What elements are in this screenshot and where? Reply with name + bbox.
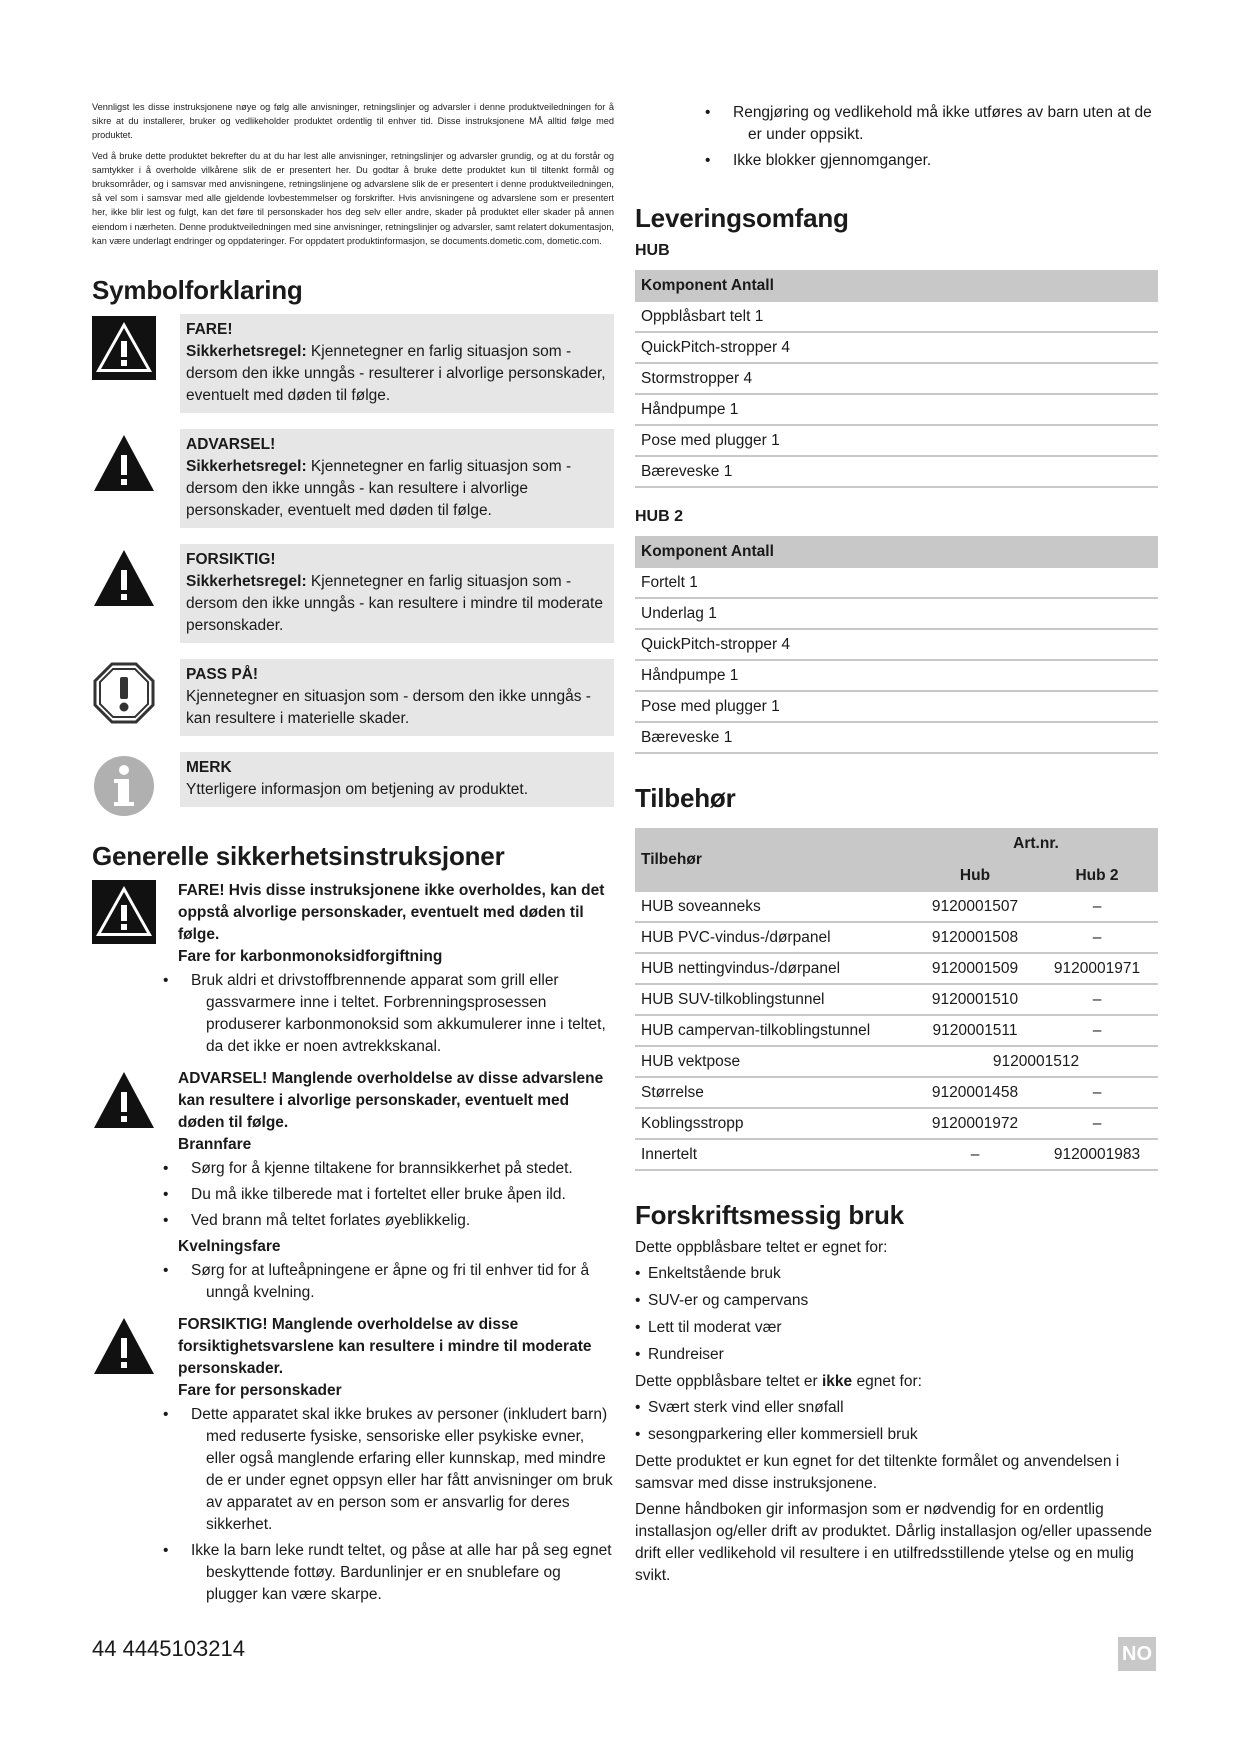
list-item: • Bruk aldri et drivstoffbrennende apparat som grill eller gassvarmere inne i teltet. Forbrenningsprosessen produserer karbonmonoksid som akkumulerer inne i teltet, da det ikke er noen avtrekkskanal.	[178, 970, 614, 1058]
table-row	[635, 1139, 1158, 1170]
table-cell: –	[1036, 922, 1158, 953]
table-cell: Håndpumpe 1	[635, 394, 1158, 425]
table-cell: HUB vektpose	[635, 1046, 914, 1077]
general-forsiktig-list	[178, 1404, 614, 1606]
symbol-passpa-text: Kjennetegner en situasjon som - dersom den ikke unngås - kan resultere i materielle skader.	[186, 688, 591, 728]
caution-triangle-icon	[92, 546, 156, 610]
list-item: • Dette apparatet skal ikke brukes av personer (inkludert barn) med reduserte fysiske, sensoriske eller psykiske evner, eller også manglende erfaring eller kunnskap, med mindre de er under egnet oppsyn eller har fått anvisninger om bruk av apparatet av en person som er ansvarlig for deres sikkerhet.	[178, 1404, 614, 1536]
symbol-advarsel-rule: Sikkerhetsregel:	[186, 458, 307, 476]
symbol-forsiktig	[92, 544, 614, 643]
symbol-advarsel	[92, 429, 614, 528]
table-cell: Oppblåsbart telt 1	[635, 302, 1158, 332]
notice-octagon-icon	[92, 661, 156, 725]
table-cell: 9120001511	[914, 1015, 1036, 1046]
right-column	[635, 100, 1158, 1591]
table-row	[635, 1108, 1158, 1139]
warning-triangle-icon	[92, 1068, 156, 1132]
table-row	[635, 953, 1158, 984]
table-cell: –	[1036, 1108, 1158, 1139]
symbol-merk-text: Ytterligere informasjon om betjening av produktet.	[186, 781, 529, 799]
table-cell: HUB SUV-tilkoblingstunnel	[635, 984, 914, 1015]
table-cell: Underlag 1	[635, 598, 1158, 629]
list-item: • Ved brann må teltet forlates øyeblikkelig.	[178, 1210, 614, 1232]
table-row	[635, 363, 1158, 394]
table-cell: –	[1036, 1077, 1158, 1108]
list-item: • Svært sterk vind eller snøfall	[635, 1397, 1158, 1419]
table-row	[635, 660, 1158, 691]
symbol-passpa-box	[180, 659, 614, 736]
table-row	[635, 394, 1158, 425]
list-item: • SUV-er og campervans	[635, 1290, 1158, 1312]
symbol-forsiktig-box	[180, 544, 614, 643]
symbol-merk-box	[180, 752, 614, 807]
general-fare-text	[178, 880, 614, 1062]
general-advarsel-warning: ADVARSEL! Manglende overholdelse av disse advarslene kan resultere i alvorlige personskader, eventuelt med døden til følge.	[178, 1070, 604, 1132]
table-row	[635, 984, 1158, 1015]
table-cell: 9120001458	[914, 1077, 1036, 1108]
intended-use-paragraph-2: Denne håndboken gir informasjon som er nødvendig for en ordentlig installasjon og/eller drift av produktet. Dårlig installasjon og/eller upassende drift eller vedlikehold vil resultere i en utilfredsstillende ytelse og en mulig svikt.	[635, 1501, 1152, 1584]
danger-warning-icon	[92, 316, 156, 380]
general-section-title: Generelle sikkerhetsinstruksjoner	[92, 841, 505, 872]
list-item: • Sørg for at lufteåpningene er åpne og fri til enhver tid for å unngå kvelning.	[178, 1260, 614, 1304]
general-advarsel-fire-list	[178, 1158, 614, 1232]
symbol-fare-rule: Sikkerhetsregel:	[186, 343, 307, 361]
general-advarsel-suffocation-list	[178, 1260, 614, 1304]
table-header: Komponent Antall	[635, 270, 1158, 302]
general-fare	[92, 880, 614, 1062]
hub2-contents-table	[635, 536, 1158, 754]
table-cell: 9120001508	[914, 922, 1036, 953]
caution-triangle-icon	[92, 1314, 156, 1378]
table-row	[635, 629, 1158, 660]
symbol-forsiktig-rule: Sikkerhetsregel:	[186, 573, 307, 591]
not-suitable-intro	[635, 1371, 1158, 1393]
continued-bullets	[635, 102, 1158, 172]
table-cell: HUB soveanneks	[635, 892, 914, 922]
general-advarsel-subheading-suffocation: Kvelningsfare	[178, 1238, 281, 1256]
table-row	[635, 892, 1158, 922]
symbol-advarsel-text: Kjennetegner en farlig situasjon som - dersom den ikke unngås - kan resultere i alvorlige personskader, eventuelt med døden til følge.	[186, 458, 572, 520]
table-cell: 9120001983	[1036, 1139, 1158, 1170]
accessories-section-title: Tilbehør	[635, 783, 736, 813]
symbol-passpa	[92, 659, 614, 736]
list-item: • Rundreiser	[635, 1344, 1158, 1366]
general-fare-warning: FARE! Hvis disse instruksjonene ikke overholdes, kan det oppstå alvorlige personskader, eventuelt med døden til følge.	[178, 882, 605, 944]
symbol-fare-text: Kjennetegner en farlig situasjon som - dersom den ikke unngås - resulterer i alvorlige personskader, eventuelt med døden til følge.	[186, 343, 606, 405]
list-item: • Ikke la barn leke rundt teltet, og påse at alle har på seg egnet beskyttende fottøy. Bardunlinjer er en snublefare og plugger kan være skarpe.	[178, 1540, 614, 1606]
table-cell: QuickPitch-stropper 4	[635, 629, 1158, 660]
accessories-name-header: Tilbehør	[635, 828, 914, 892]
symbol-merk-head: MERK	[186, 759, 232, 777]
table-row	[635, 722, 1158, 753]
hub2-label: HUB 2	[635, 508, 684, 525]
not-suitable-post: egnet for:	[852, 1373, 922, 1390]
info-icon	[92, 754, 156, 818]
list-item: • Sørg for å kjenne tiltakene for brannsikkerhet på stedet.	[178, 1158, 614, 1180]
language-tab: NO	[1118, 1637, 1156, 1671]
intended-use-section-title: Forskriftsmessig bruk	[635, 1200, 904, 1230]
accessories-table	[635, 828, 1158, 1171]
table-cell: 9120001512	[914, 1046, 1158, 1077]
danger-warning-icon	[92, 880, 156, 944]
table-cell: Bæreveske 1	[635, 722, 1158, 753]
symbol-fare	[92, 314, 614, 413]
general-forsiktig-subheading: Fare for personskader	[178, 1382, 342, 1400]
symbol-passpa-head: PASS PÅ!	[186, 666, 259, 684]
general-advarsel-subheading-fire: Brannfare	[178, 1136, 252, 1154]
table-cell: HUB nettingvindus-/dørpanel	[635, 953, 914, 984]
intro-paragraph-1: Vennligst les disse instruksjonene nøye og følg alle anvisninger, retningslinjer og advarsler i denne produktveiledningen for å sikre at du installerer, bruker og vedlikeholder produktet ordentlig til enhver tid. Disse instruksjonene MÅ alltid følge med produktet.	[92, 102, 614, 141]
table-cell: QuickPitch-stropper 4	[635, 332, 1158, 363]
table-row	[635, 922, 1158, 953]
not-suitable-emphasis: ikke	[821, 1373, 853, 1390]
left-column	[92, 100, 614, 1616]
symbol-advarsel-head: ADVARSEL!	[186, 436, 276, 454]
symbol-merk	[92, 752, 614, 818]
table-cell: –	[1036, 892, 1158, 922]
table-cell: Håndpumpe 1	[635, 660, 1158, 691]
general-advarsel	[92, 1068, 614, 1308]
list-item: • Du må ikke tilberede mat i forteltet eller bruke åpen ild.	[178, 1184, 614, 1206]
hub-column-header: Hub	[914, 860, 1036, 892]
not-suitable-pre: Dette oppblåsbare teltet er	[635, 1373, 822, 1390]
list-item: • Rengjøring og vedlikehold må ikke utføres av barn uten at de er under oppsikt.	[720, 102, 1158, 146]
table-cell: HUB campervan-tilkoblingstunnel	[635, 1015, 914, 1046]
table-row	[635, 598, 1158, 629]
symbol-forsiktig-head: FORSIKTIG!	[186, 551, 276, 569]
hub-label: HUB	[635, 242, 670, 259]
symbol-fare-box	[180, 314, 614, 413]
general-fare-subheading: Fare for karbonmonoksidforgiftning	[178, 948, 443, 966]
table-cell: HUB PVC-vindus-/dørpanel	[635, 922, 914, 953]
general-fare-list	[178, 970, 614, 1058]
list-item: • Ikke blokker gjennomganger.	[720, 150, 1158, 172]
general-forsiktig	[92, 1314, 614, 1610]
table-cell: 9120001972	[914, 1108, 1036, 1139]
table-cell: Innertelt	[635, 1139, 914, 1170]
table-cell: Pose med plugger 1	[635, 691, 1158, 722]
delivery-section-title: Leveringsomfang	[635, 203, 849, 233]
hub-contents-table	[635, 270, 1158, 488]
list-item: • Lett til moderat vær	[635, 1317, 1158, 1339]
symbol-advarsel-box	[180, 429, 614, 528]
symbol-fare-head: FARE!	[186, 321, 233, 339]
list-item: • Enkeltstående bruk	[635, 1263, 1158, 1285]
symbol-section-title: Symbolforklaring	[92, 275, 303, 306]
warning-triangle-icon	[92, 431, 156, 495]
intended-use-paragraph-1: Dette produktet er kun egnet for det tiltenkte formålet og anvendelsen i samsvar med disse instruksjonene.	[635, 1453, 1120, 1492]
table-row	[635, 1077, 1158, 1108]
table-row	[635, 568, 1158, 598]
table-cell: Koblingsstropp	[635, 1108, 914, 1139]
intended-use-content	[635, 1237, 1158, 1587]
table-row	[635, 1046, 1158, 1077]
table-cell: –	[1036, 984, 1158, 1015]
table-row	[635, 332, 1158, 363]
symbol-forsiktig-text: Kjennetegner en farlig situasjon som - dersom den ikke unngås - kan resultere i mindre til moderate personskader.	[186, 573, 603, 635]
table-cell: Størrelse	[635, 1077, 914, 1108]
hub2-column-header: Hub 2	[1036, 860, 1158, 892]
table-header: Komponent Antall	[635, 536, 1158, 568]
general-forsiktig-text	[178, 1314, 614, 1610]
general-forsiktig-warning: FORSIKTIG! Manglende overholdelse av disse forsiktighetsvarslene kan resultere i mindre til moderate personskader.	[178, 1316, 592, 1378]
general-advarsel-text	[178, 1068, 614, 1308]
intro-text	[92, 100, 614, 248]
table-cell: –	[1036, 1015, 1158, 1046]
intro-paragraph-2: Ved å bruke dette produktet bekrefter du at du har lest alle anvisninger, retningslinjer og advarsler grundig, og at du forstår og samtykker i å overholde vilkårene slik de er presentert her. Du godtar å bruke dette produktet kun til tiltenkt formål og bruksområder, og i samsvar med anvisningene, retningslinjene og advarslene slik de er presentert i denne produktveiledningen, så vel som i samsvar med alle gjeldende lovbestemmelser og forskrifter. Hvis anvisningene og advarslene som er presentert her, ikke blir lest og fulgt, kan det føre til personskader hos deg selv eller andre, skader på produktet eller skader på annen eiendom i nærheten. Denne produktveiledningen med sine anvisninger, retningslinjer og advarsler, samt relatert dokumentasjon, kan være underlagt endringer og oppdateringer. For oppdatert produktinformasjon, se documents.dometic.com, dometic.com.	[92, 150, 614, 246]
page-number: 44 4445103214	[92, 1636, 245, 1661]
table-row	[635, 1015, 1158, 1046]
intended-use-intro: Dette oppblåsbare teltet er egnet for:	[635, 1239, 888, 1256]
table-cell: 9120001510	[914, 984, 1036, 1015]
table-row	[635, 302, 1158, 332]
suitable-list	[635, 1263, 1158, 1366]
table-cell: Bæreveske 1	[635, 456, 1158, 487]
list-item: • sesongparkering eller kommersiell bruk	[635, 1424, 1158, 1446]
table-cell: 9120001507	[914, 892, 1036, 922]
table-cell: –	[914, 1139, 1036, 1170]
table-cell: Fortelt 1	[635, 568, 1158, 598]
table-cell: Pose med plugger 1	[635, 425, 1158, 456]
table-cell: 9120001971	[1036, 953, 1158, 984]
art-nr-header: Art.nr.	[914, 828, 1158, 860]
table-row	[635, 456, 1158, 487]
table-row	[635, 691, 1158, 722]
table-row	[635, 425, 1158, 456]
table-cell: 9120001509	[914, 953, 1036, 984]
table-cell: Stormstropper 4	[635, 363, 1158, 394]
not-suitable-list	[635, 1397, 1158, 1446]
